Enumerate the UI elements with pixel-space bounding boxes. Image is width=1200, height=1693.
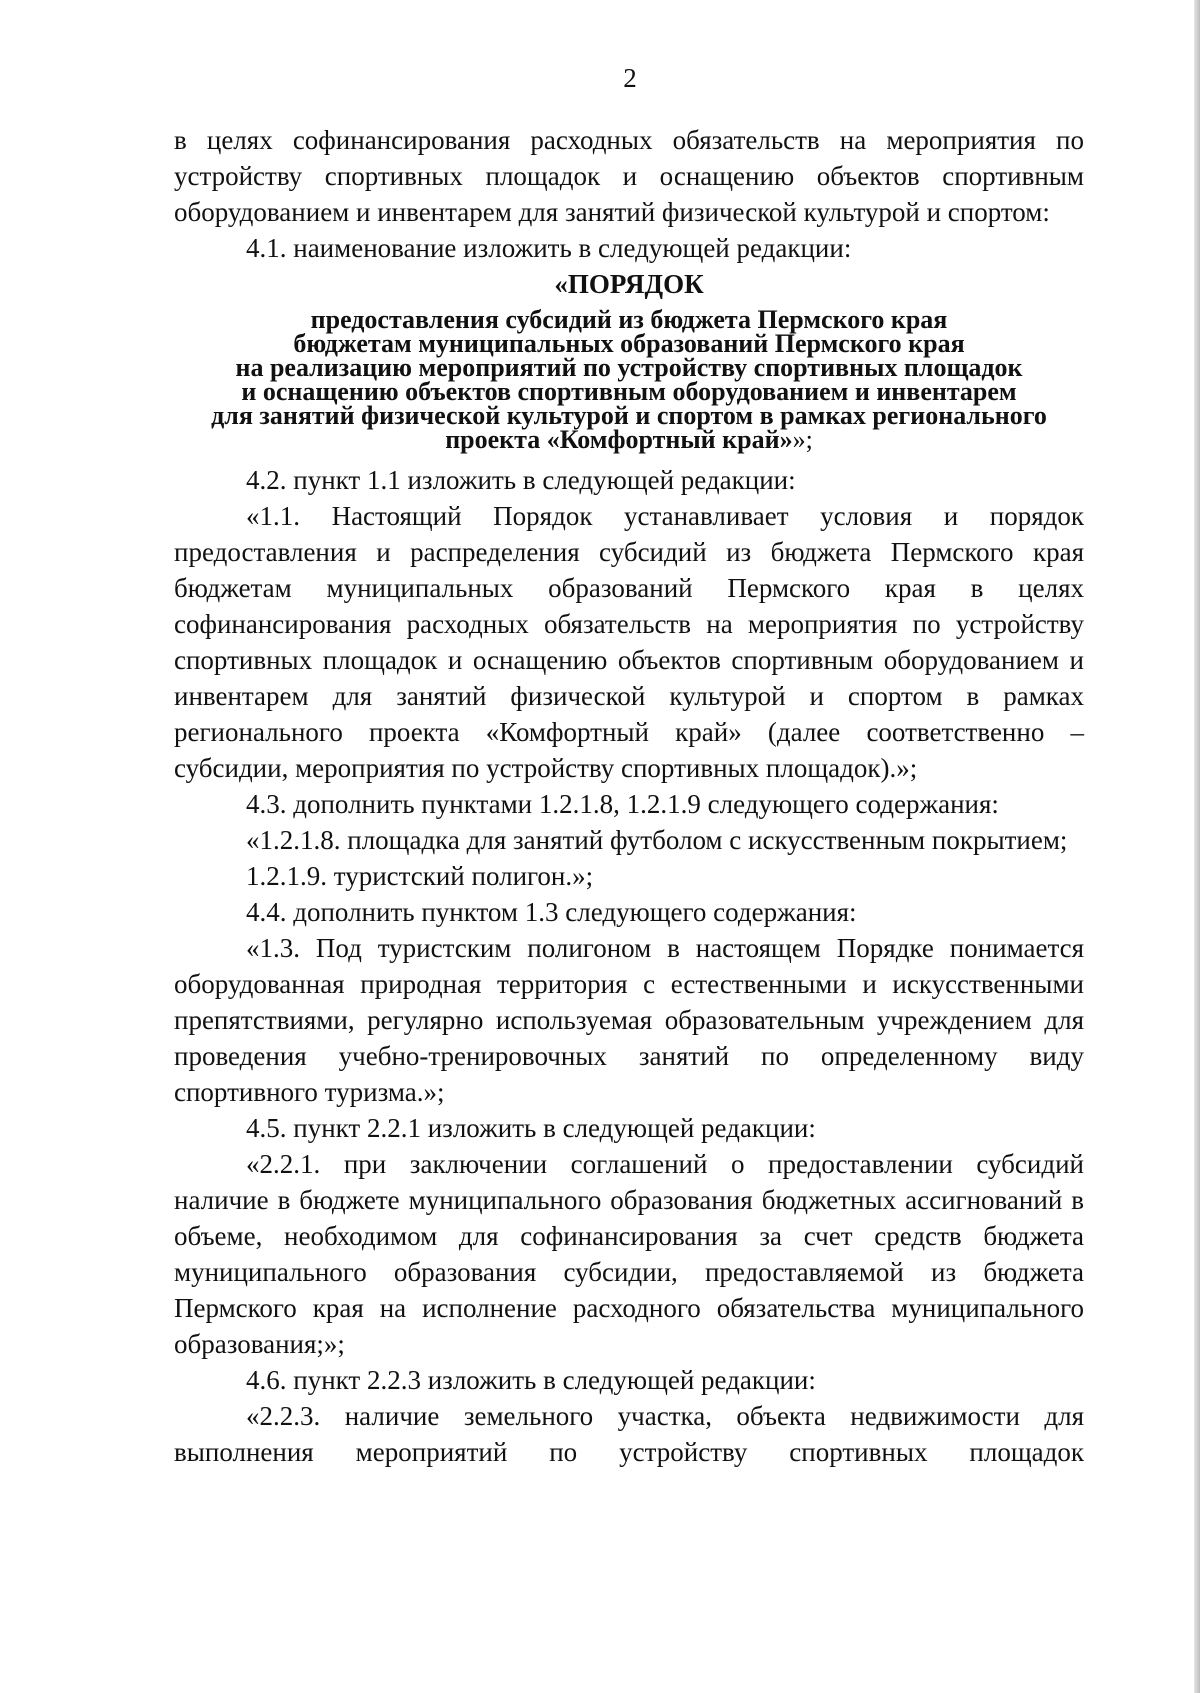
heading-line: для занятий физической культурой и спортом в рамках регионального: [211, 401, 1047, 430]
paragraph-1-2-1-8: «1.2.1.8. площадка для занятий футболом с искусственным покрытием;: [246, 825, 1068, 855]
paragraph-4-2: 4.2. пункт 1.1 изложить в следующей редакции:: [246, 465, 796, 495]
heading-line: предоставления субсидий из бюджета Пермского края: [310, 305, 948, 334]
heading-line: и оснащению объектов спортивным оборудованием и инвентарем: [241, 377, 1017, 406]
heading-body: [174, 305, 1084, 454]
paragraph-1-2-1-9: 1.2.1.9. туристский полигон.»;: [246, 861, 594, 891]
paragraph-4-6: 4.6. пункт 2.2.3 изложить в следующей редакции:: [246, 1365, 816, 1395]
paragraph-4-5: 4.5. пункт 2.2.1 изложить в следующей редакции:: [246, 1113, 816, 1143]
heading-last-text: проекта «Комфортный край»: [445, 425, 793, 454]
heading-last-suffix: »;: [792, 425, 813, 454]
paragraph-4-4: 4.4. дополнить пунктом 1.3 следующего содержания:: [246, 897, 857, 927]
paragraph-4-3: 4.3. дополнить пунктами 1.2.1.8, 1.2.1.9 следующего содержания:: [246, 789, 999, 819]
paragraph-intro: в целях софинансирования расходных обязательств на мероприятия по устройству спортивных площадок и оснащению объектов спортивным оборудованием и инвентарем для занятий физической культурой и спортом:: [174, 125, 1084, 227]
paragraph-4-1: 4.1. наименование изложить в следующей редакции:: [246, 233, 852, 263]
heading-line: бюджетам муниципальных образований Пермского края: [293, 329, 965, 358]
heading-line: на реализацию мероприятий по устройству спортивных площадок: [235, 353, 1023, 382]
heading-line-last: [174, 425, 1084, 454]
paragraph-1-1-text: «1.1. Настоящий Порядок устанавливает условия и порядок предоставления и распределения субсидий из бюджета Пермского края бюджетам муниципальных образований Пермского края в целях софинансирования расходных обязательств на мероприятия по устройству спортивных площадок и оснащению объектов спортивным оборудованием и инвентарем для занятий физической культурой и спортом в рамках регионального проекта «Комфортный край» (далее соответственно – субсидии, мероприятия по устройству спортивных площадок).»;: [174, 501, 1084, 783]
document-body: [174, 122, 1084, 1470]
paragraph-2-2-1-text: «2.2.1. при заключении соглашений о предоставлении субсидий наличие в бюджете муниципального образования бюджетных ассигнований в объеме, необходимом для софинансирования за счет средств бюджета муниципального образования субсидии, предоставляемой из бюджета Пермского края на исполнение расходного обязательства муниципального образования;»;: [174, 1149, 1084, 1359]
paragraph-1-3-text: «1.3. Под туристским полигоном в настоящем Порядке понимается оборудованная природная территория с естественными и искусственными препятствиями, регулярно используемая образовательным учреждением для проведения учебно-тренировочных занятий по определенному виду спортивного туризма.»;: [174, 933, 1084, 1107]
page-number: 2: [623, 63, 637, 93]
scan-edge-shadow: [1194, 0, 1200, 1693]
heading-title: «ПОРЯДОК: [554, 269, 704, 299]
paragraph-2-2-3-text: «2.2.3. наличие земельного участка, объекта недвижимости для выполнения мероприятий по устройству спортивных площадок: [174, 1401, 1084, 1467]
